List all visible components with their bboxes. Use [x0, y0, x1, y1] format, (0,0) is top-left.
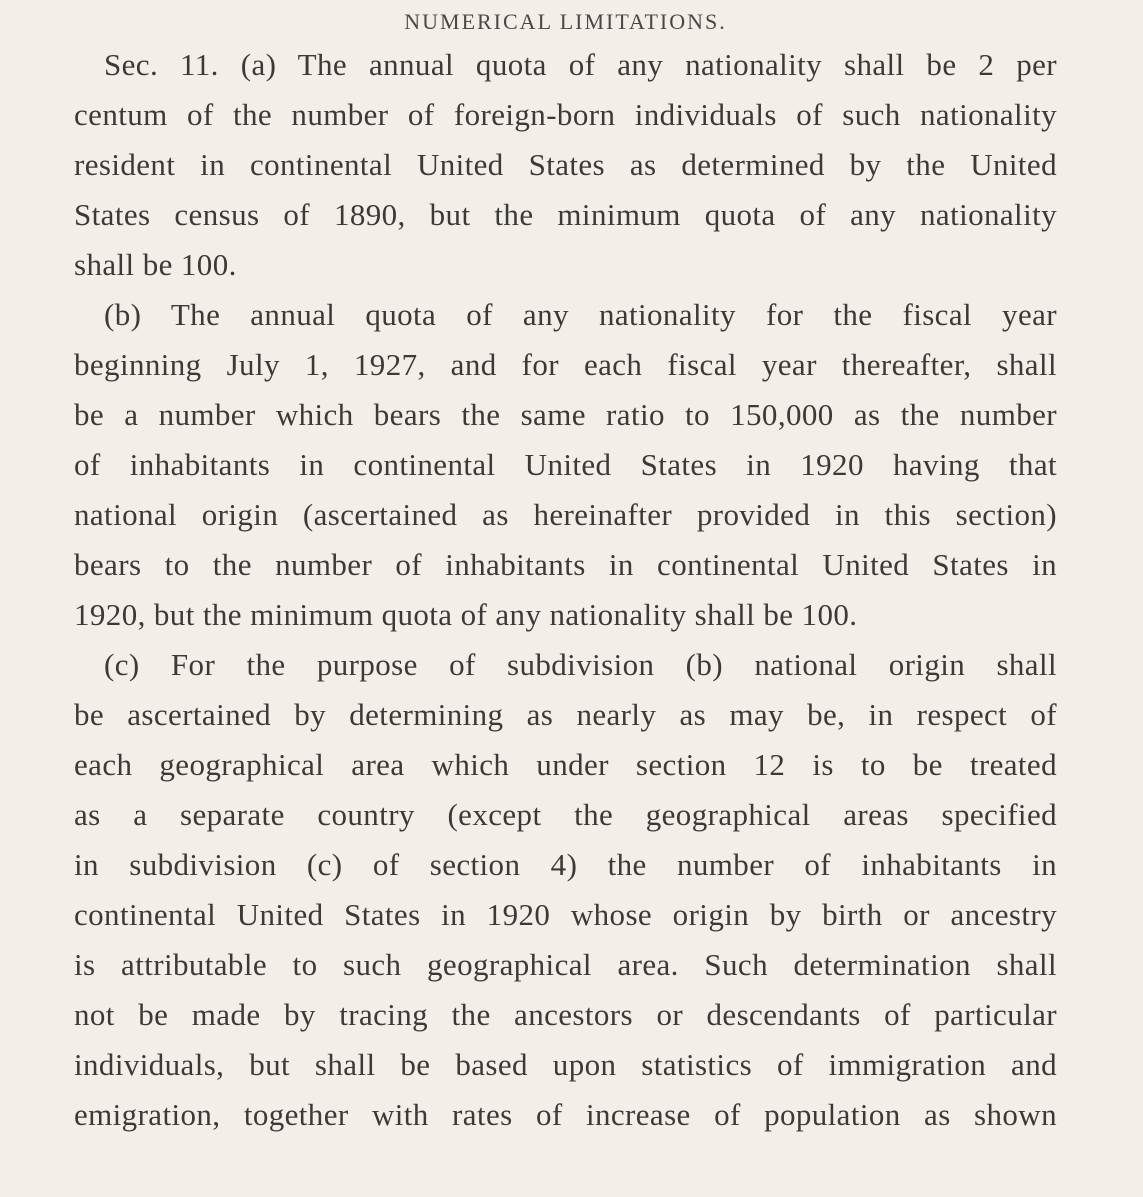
text-line: is attributable to such geographical area. Such determination shall: [74, 947, 1057, 982]
text-line: (b) The annual quota of any nationality for the fiscal year: [104, 297, 1057, 332]
text-line: each geographical area which under section 12 is to be treated: [74, 747, 1057, 782]
text-line: shall be 100.: [74, 247, 237, 282]
text-line: as a separate country (except the geographical areas specified: [74, 797, 1057, 832]
text-line: not be made by tracing the ancestors or descendants of particular: [74, 997, 1057, 1032]
text-line: beginning July 1, 1927, and for each fiscal year thereafter, shall: [74, 347, 1057, 382]
text-line: (c) For the purpose of subdivision (b) national origin shall: [104, 647, 1057, 682]
text-line: bears to the number of inhabitants in continental United States in: [74, 547, 1057, 582]
text-line: emigration, together with rates of increase of population as shown: [74, 1097, 1057, 1132]
text-line: resident in continental United States as determined by the United: [74, 147, 1057, 182]
text-line: in subdivision (c) of section 4) the number of inhabitants in: [74, 847, 1057, 882]
text-line: be a number which bears the same ratio to 150,000 as the number: [74, 397, 1057, 432]
text-line: of inhabitants in continental United States in 1920 having that: [74, 447, 1057, 482]
text-line: be ascertained by determining as nearly as may be, in respect of: [74, 697, 1057, 732]
text-line: national origin (ascertained as hereinafter provided in this section): [74, 497, 1057, 532]
text-line: centum of the number of foreign-born individuals of such nationality: [74, 97, 1057, 132]
text-line: continental United States in 1920 whose origin by birth or ancestry: [74, 897, 1057, 932]
text-line: individuals, but shall be based upon statistics of immigration and: [74, 1047, 1057, 1082]
text-line: States census of 1890, but the minimum quota of any nationality: [74, 197, 1057, 232]
text-line: Sec. 11. (a) The annual quota of any nationality shall be 2 per: [104, 47, 1057, 82]
text-line: 1920, but the minimum quota of any nationality shall be 100.: [74, 597, 858, 632]
running-head: NUMERICAL LIMITATIONS.: [404, 9, 727, 34]
section-11-text: [74, 40, 1057, 1140]
